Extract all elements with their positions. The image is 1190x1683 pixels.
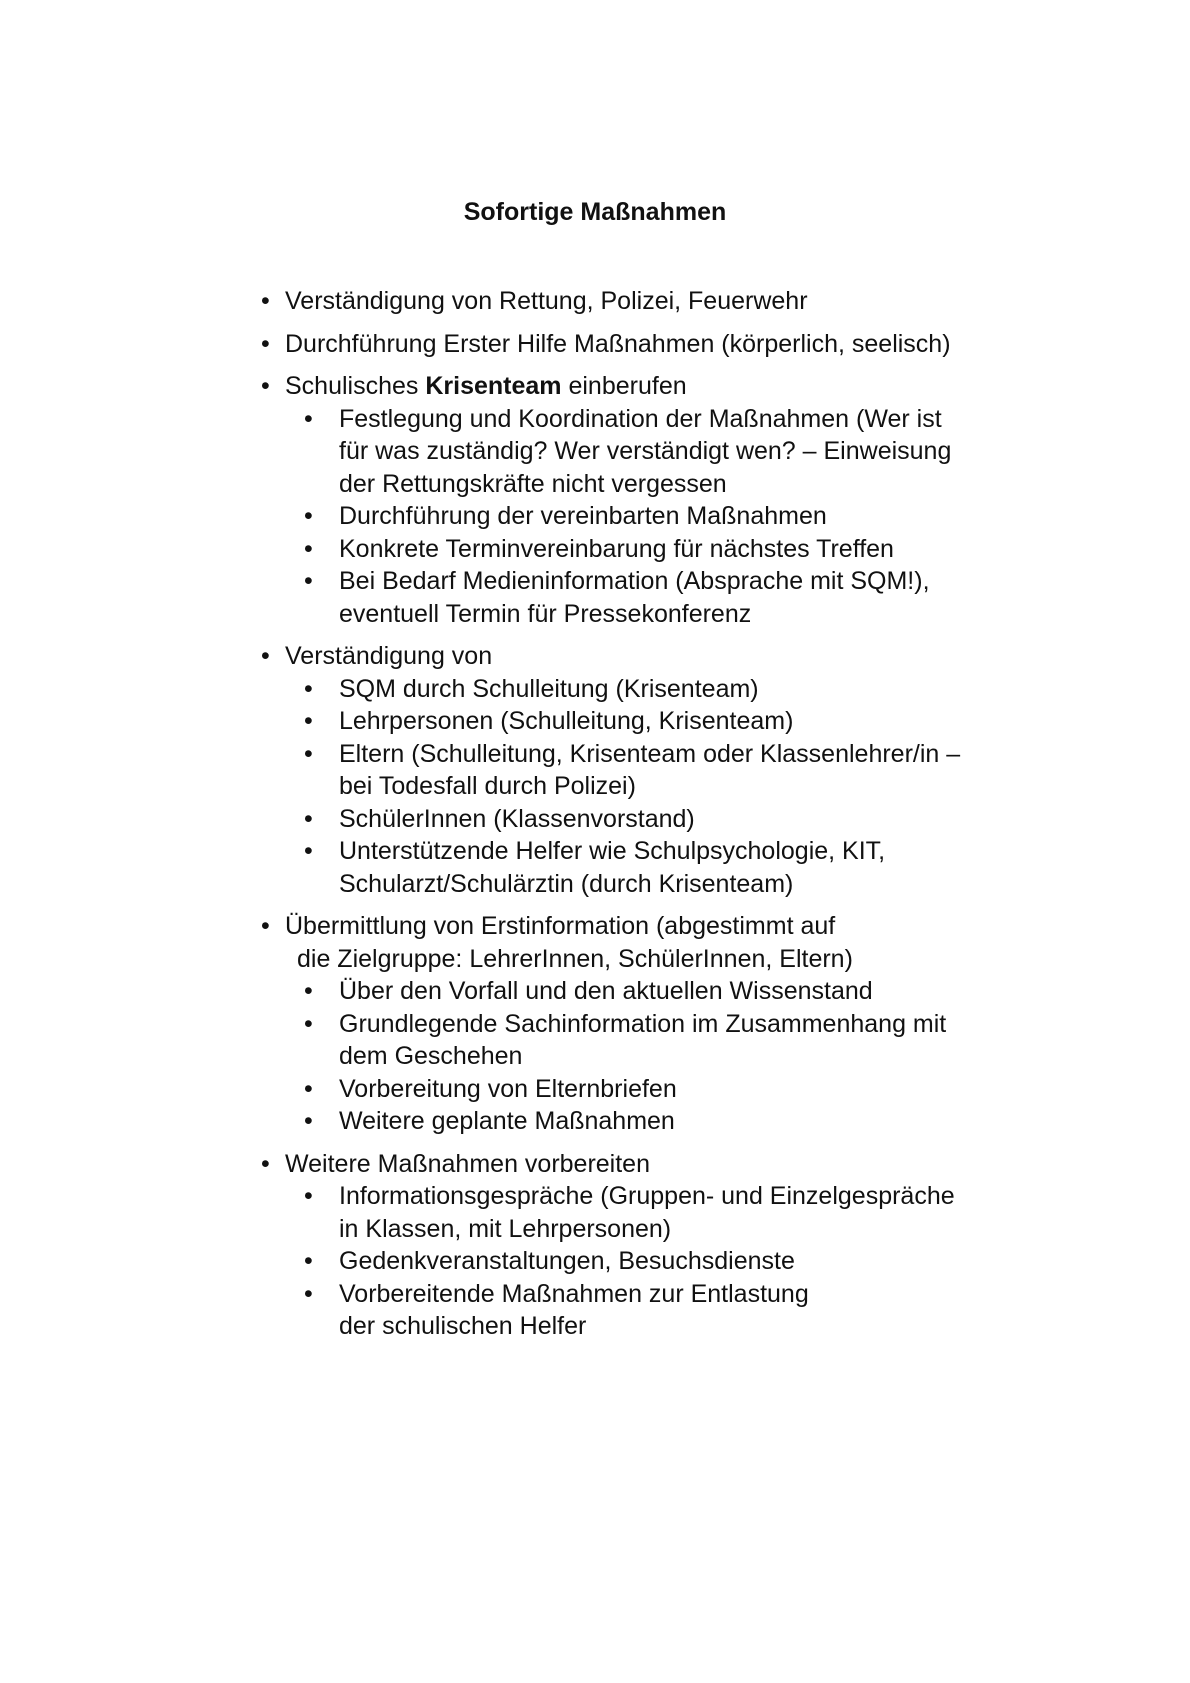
sub-list — [285, 673, 1058, 901]
sub-item-text: in Klassen, mit Lehrpersonen) — [339, 1214, 672, 1243]
sub-item-text: Festlegung und Koordination der Maßnahmen (Wer ist — [339, 404, 942, 433]
item-text: Verständigung von — [285, 642, 493, 670]
sub-list-item — [258, 705, 1058, 738]
bullet-icon: • — [304, 674, 313, 703]
sub-item-text: eventuell Termin für Pressekonferenz — [339, 599, 752, 628]
item-text: Verständigung von Rettung, Polizei, Feuerwehr — [285, 287, 808, 315]
sub-item-text: der Rettungskräfte nicht vergessen — [339, 469, 727, 498]
sub-list-item — [258, 1073, 1058, 1106]
sub-list-item — [258, 1105, 1058, 1138]
list-item — [258, 328, 1058, 361]
bullet-icon: • — [261, 287, 270, 315]
bullet-icon: • — [304, 739, 313, 768]
list-item — [258, 640, 1058, 900]
sub-item-text: Informationsgespräche (Gruppen- und Einzelgespräche — [339, 1182, 955, 1210]
bullet-icon: • — [304, 1247, 313, 1275]
list-item — [258, 370, 1058, 630]
sub-list — [285, 403, 1058, 631]
item-text: die Zielgruppe: LehrerInnen, SchülerInnen, Eltern) — [297, 944, 853, 973]
sub-item-text: Über den Vorfall und den aktuellen Wissenstand — [339, 977, 873, 1005]
sub-list-item — [258, 403, 1058, 501]
sub-list-item — [258, 738, 1058, 803]
item-text: Weitere Maßnahmen vorbereiten — [285, 1149, 650, 1178]
list-item — [258, 910, 1058, 1138]
bullet-icon: • — [261, 372, 270, 400]
bullet-icon: • — [304, 1009, 313, 1038]
bullet-icon: • — [304, 534, 313, 563]
sub-item-text: dem Geschehen — [339, 1042, 523, 1070]
sub-item-text: für was zuständig? Wer verständigt wen? – Einweisung — [339, 437, 952, 465]
bullet-icon: • — [304, 837, 313, 865]
bullet-icon: • — [304, 1279, 313, 1308]
sub-item-text: Weitere geplante Maßnahmen — [339, 1107, 675, 1135]
sub-list-item — [258, 1180, 1058, 1245]
list-item — [258, 285, 1058, 318]
sub-item-text: Unterstützende Helfer wie Schulpsychologie, KIT, — [339, 837, 886, 865]
bullet-icon: • — [304, 804, 313, 833]
item-text — [285, 370, 1058, 403]
sub-item-text: Durchführung der vereinbarten Maßnahmen — [339, 502, 827, 530]
item-text: Übermittlung von Erstinformation (abgestimmt auf — [285, 912, 836, 940]
sub-item-text: Konkrete Terminvereinbarung für nächstes Treffen — [339, 534, 894, 563]
sub-item-text: Vorbereitung von Elternbriefen — [339, 1074, 677, 1103]
sub-list-item — [258, 565, 1058, 630]
bullet-icon: • — [261, 912, 270, 940]
sub-list-item — [258, 975, 1058, 1008]
sub-item-text: Bei Bedarf Medieninformation (Absprache mit SQM!), — [339, 567, 930, 595]
bullet-icon: • — [304, 404, 313, 433]
sub-list-item — [258, 1008, 1058, 1073]
sub-list — [285, 975, 1058, 1138]
sub-list — [285, 1180, 1058, 1343]
bullet-icon: • — [304, 502, 313, 530]
item-text-bold: Krisenteam — [425, 372, 562, 400]
sub-item-text: Vorbereitende Maßnahmen zur Entlastung — [339, 1279, 809, 1308]
sub-item-text: Lehrpersonen (Schulleitung, Krisenteam) — [339, 707, 794, 735]
sub-item-text: SchülerInnen (Klassenvorstand) — [339, 804, 695, 833]
bullet-icon: • — [304, 567, 313, 595]
sub-list-item — [258, 1245, 1058, 1278]
sub-item-text: Grundlegende Sachinformation im Zusammenhang mit — [339, 1009, 947, 1038]
sub-item-text: bei Todesfall durch Polizei) — [339, 772, 636, 800]
sub-item-text: der schulischen Helfer — [339, 1312, 587, 1340]
sub-list-item — [258, 803, 1058, 836]
bullet-icon: • — [304, 1107, 313, 1135]
sub-item-text: Eltern (Schulleitung, Krisenteam oder Klassenlehrer/in – — [339, 739, 961, 768]
sub-item-text: Schularzt/Schulärztin (durch Krisenteam) — [339, 869, 794, 898]
bullet-icon: • — [304, 1074, 313, 1103]
item-text-suffix: einberufen — [561, 372, 687, 400]
bullet-icon: • — [304, 1182, 313, 1210]
page-title: Sofortige Maßnahmen — [463, 198, 727, 226]
bullet-icon: • — [304, 977, 313, 1005]
sub-list-item — [258, 533, 1058, 566]
sub-list-item — [258, 1278, 1058, 1343]
sub-list-item — [258, 673, 1058, 706]
sub-item-text: Gedenkveranstaltungen, Besuchsdienste — [339, 1247, 795, 1275]
item-text: Durchführung Erster Hilfe Maßnahmen (körperlich, seelisch) — [285, 329, 951, 358]
list-item — [258, 1148, 1058, 1343]
sub-list-item — [258, 500, 1058, 533]
sub-list-item — [258, 835, 1058, 900]
bullet-icon: • — [261, 329, 270, 358]
item-text-prefix: Schulisches — [285, 372, 426, 400]
measures-list — [258, 285, 1058, 1353]
bullet-icon: • — [304, 707, 313, 735]
bullet-icon: • — [261, 642, 270, 670]
sub-item-text: SQM durch Schulleitung (Krisenteam) — [339, 674, 759, 703]
bullet-icon: • — [261, 1149, 270, 1178]
